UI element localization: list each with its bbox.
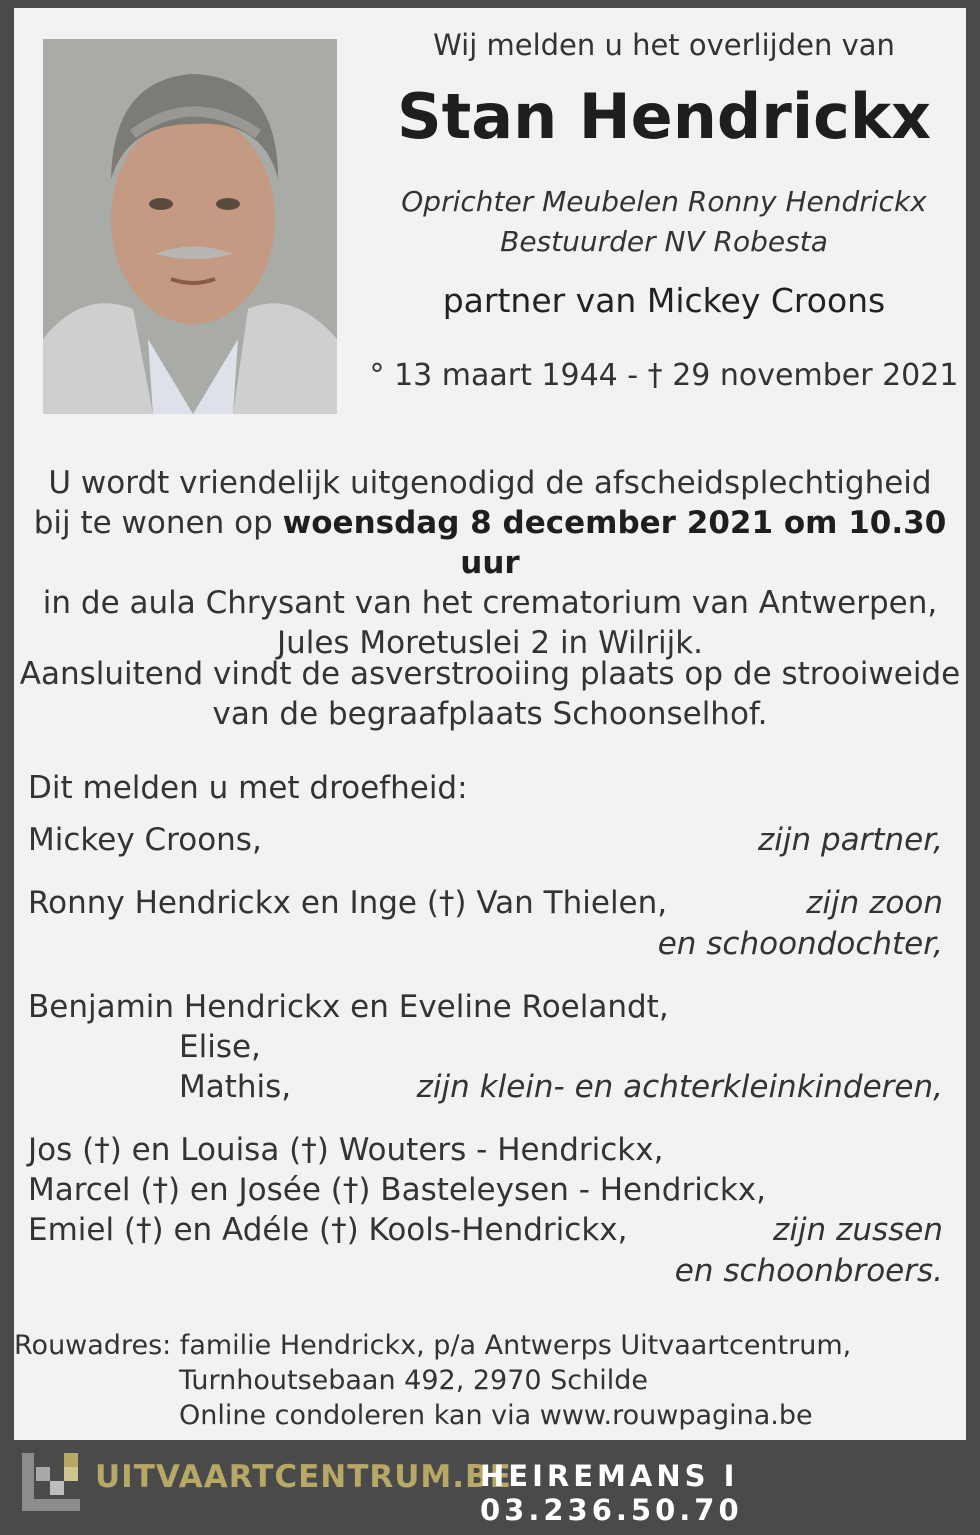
uitvaartcentrum-logo-icon <box>22 1453 80 1511</box>
deceased-name: Stan Hendrickx <box>396 80 932 153</box>
funeral-home-contact: HEIREMANS I 03.236.50.70 <box>480 1459 743 1527</box>
condolence-link: Online condoleren kan via www.rouwpagina.be <box>179 1400 813 1431</box>
mourner-role: en schoondochter, <box>657 926 943 962</box>
invite-line <box>14 503 966 583</box>
invite-text: bij te wonen op <box>33 505 283 541</box>
mourner-role: zijn zussen <box>773 1212 943 1248</box>
obituary-card <box>14 8 966 1440</box>
mourner-name: Jos (†) en Louisa (†) Wouters - Hendrickx, <box>28 1132 664 1168</box>
ceremony-invitation <box>14 463 966 663</box>
footer-bar <box>0 1443 980 1535</box>
portrait-illustration <box>43 39 337 414</box>
mourners-heading: Dit melden u met droefheid: <box>28 770 468 806</box>
mourning-address: Rouwadres: familie Hendrickx, p/a Antwerps Uitvaartcentrum, <box>14 1330 852 1361</box>
life-dates: ° 13 maart 1944 - † 29 november 2021 <box>369 358 959 393</box>
mourner-name: Ronny Hendrickx en Inge (†) Van Thielen, <box>28 885 668 921</box>
mourning-address: Turnhoutsebaan 492, 2970 Schilde <box>179 1365 649 1396</box>
mourner-name: Benjamin Hendrickx en Eveline Roelandt, <box>28 989 669 1025</box>
deceased-titles <box>364 182 964 262</box>
scatter-line: van de begraafplaats Schoonselhof. <box>212 696 768 732</box>
mourner-name: Elise, <box>179 1029 261 1065</box>
title-line: Oprichter Meubelen Ronny Hendrickx <box>401 185 927 218</box>
mourner-name: Mickey Croons, <box>28 822 262 858</box>
scatter-line: Aansluitend vindt de asverstrooiing plaats op de strooiweide <box>19 656 961 692</box>
ash-scattering-notice <box>14 654 966 734</box>
mourner-name: Emiel (†) en Adéle (†) Kools-Hendrickx, <box>28 1212 628 1248</box>
title-line: Bestuurder NV Robesta <box>500 225 828 258</box>
intro-line: Wij melden u het overlijden van <box>433 28 895 62</box>
mourner-name: Mathis, <box>179 1069 292 1105</box>
partner-line: partner van Mickey Croons <box>442 281 886 320</box>
brand-name: UITVAARTCENTRUM.BE <box>95 1459 512 1495</box>
portrait-photo <box>43 39 337 414</box>
mourner-role: en schoonbroers. <box>674 1253 943 1289</box>
invite-line: Jules Moretuslei 2 in Wilrijk. <box>276 625 704 661</box>
mourner-role: zijn partner, <box>757 822 943 858</box>
ceremony-datetime: woensdag 8 december 2021 om 10.30 uur <box>282 505 947 581</box>
mourner-role: zijn klein- en achterkleinkinderen, <box>416 1069 943 1105</box>
mourner-name: Marcel (†) en Josée (†) Basteleysen - Hendrickx, <box>28 1172 767 1208</box>
invite-line: in de aula Chrysant van het crematorium van Antwerpen, <box>42 585 938 621</box>
invite-line: U wordt vriendelijk uitgenodigd de afscheidsplechtigheid <box>48 465 932 501</box>
mourner-role: zijn zoon <box>806 885 943 921</box>
